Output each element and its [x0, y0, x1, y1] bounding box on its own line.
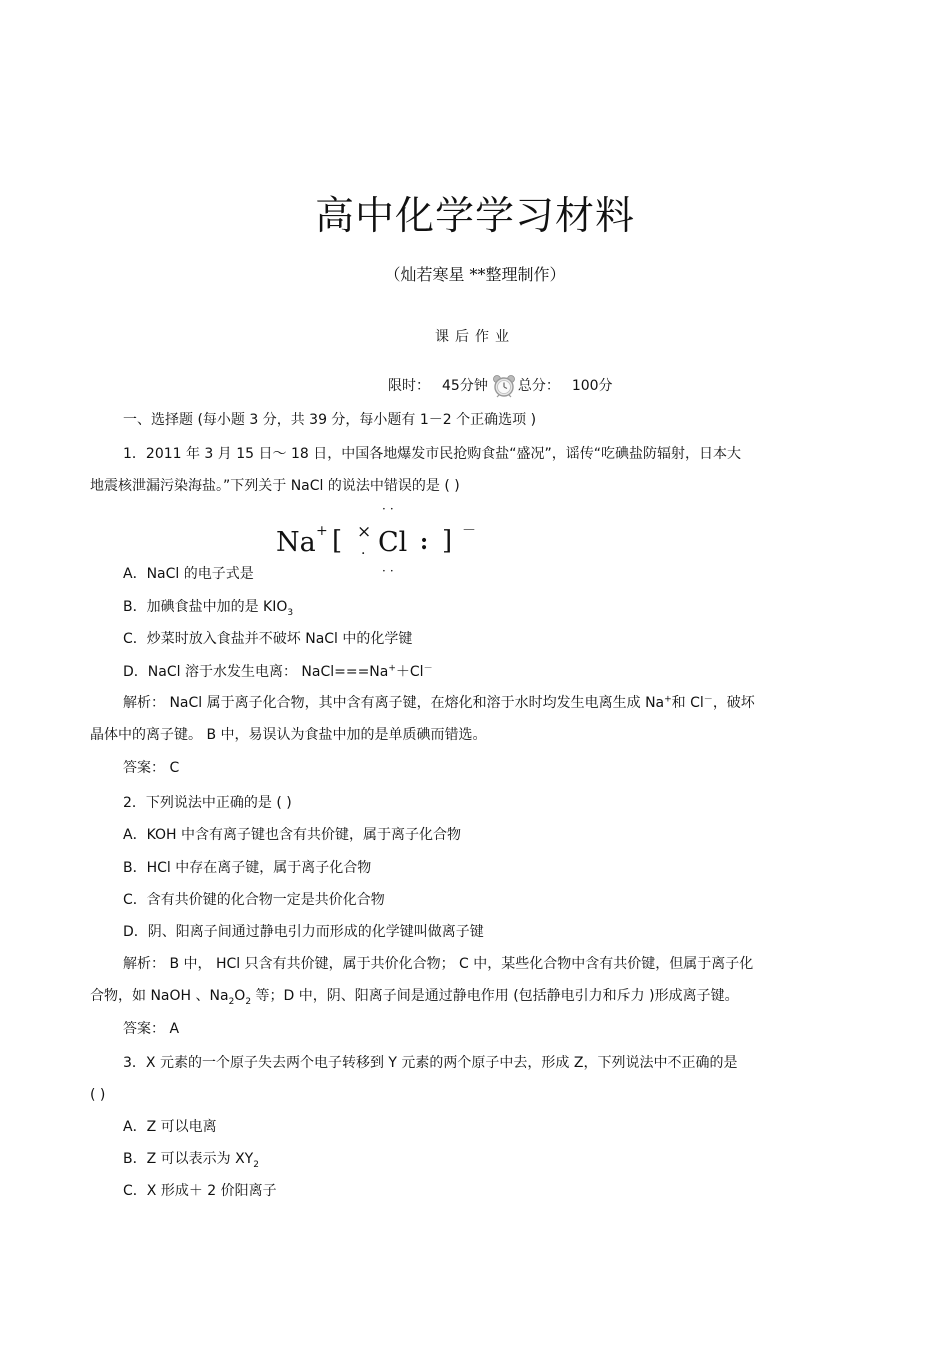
q1-option-d-sup2: －	[423, 663, 433, 674]
nacl-electron-formula	[276, 503, 476, 581]
q2-analysis-sub1: 2	[228, 996, 235, 1007]
alarm-clock-icon	[492, 374, 516, 398]
formula-na: Na	[276, 527, 316, 558]
q3-stem-line1: 3．X 元素的一个原子失去两个电子转移到 Y 元素的两个原子中去，形成 Z，下列说法中不正确的是	[123, 1055, 738, 1071]
q2-option-c: C．含有共价键的化合物一定是共价化合物	[123, 892, 385, 908]
q1-option-d	[123, 661, 433, 683]
formula-minus-charge: －	[462, 523, 476, 539]
formula-bottom-electrons: ··	[382, 564, 398, 578]
q1-option-d-mid: ＋Cl	[395, 664, 424, 680]
q2-analysis-mid: O	[234, 988, 246, 1004]
formula-plus-charge: +	[316, 523, 328, 539]
q3-option-b-subscript: 2	[253, 1159, 259, 1170]
q2-analysis-line1: 解析： B 中， HCl 只含有共价键，属于共价化合物； C 中，某些化合物中含有共价键，但属于离子化	[123, 956, 754, 972]
q1-option-b-subscript: 3	[287, 607, 294, 618]
q1-option-b	[123, 596, 293, 618]
time-score-line	[388, 374, 613, 398]
q1-stem-line2: 地震核泄漏污染海盐。”下列关于 NaCl 的说法中错误的是 ( )	[90, 478, 460, 494]
q1-analysis-line2: 晶体中的离子键。 B 中，易误认为食盐中加的是单质碘而错选。	[90, 727, 487, 743]
document-title: 高中化学学习材料	[314, 194, 635, 239]
q2-analysis-post: 等；D 中，阴、阳离子间是通过静电作用 (包括静电引力和斥力 )形成离子键。	[251, 988, 739, 1004]
part-heading: 一、选择题 (每小题 3 分，共 39 分，每小题有 1－2 个正确选项 )	[123, 412, 537, 428]
q2-analysis-line2	[90, 985, 739, 1007]
q2-analysis-sub2: 2	[245, 996, 252, 1007]
q2-answer: 答案： A	[123, 1021, 180, 1037]
q1-option-a: A．NaCl 的电子式是	[123, 566, 254, 582]
q1-option-d-sup1: +	[388, 663, 396, 674]
q3-option-c: C．X 形成＋ 2 价阳离子	[123, 1183, 277, 1199]
q3-option-a: A．Z 可以电离	[123, 1119, 217, 1135]
q2-analysis-text: 合物，如 NaOH 、Na	[90, 988, 229, 1004]
q2-stem: 2．下列说法中正确的是 ( )	[123, 795, 292, 811]
q1-analysis-line1	[123, 692, 755, 714]
score-value: 100分	[571, 378, 613, 394]
formula-cross-electron: ×	[357, 522, 372, 542]
q1-option-c: C．炒菜时放入食盐并不破坏 NaCl 中的化学键	[123, 631, 413, 647]
score-label: 总分：	[517, 378, 560, 394]
q1-analysis-sup2: －	[703, 694, 713, 705]
q2-option-b: B．HCl 中存在离子键，属于离子化合物	[123, 860, 372, 876]
formula-top-electrons: ··	[382, 502, 398, 516]
section-heading: 课后作业	[435, 329, 515, 345]
q1-option-d-text: D．NaCl 溶于水发生电离： NaCl===Na	[123, 664, 389, 680]
formula-right-bracket: ]	[442, 526, 453, 556]
formula-right-electrons: :	[420, 529, 429, 555]
q2-option-d: D．阴、阳离子间通过静电引力而形成的化学键叫做离子键	[123, 924, 484, 940]
q2-option-a: A．KOH 中含有离子键也含有共价键，属于离子化合物	[123, 827, 461, 843]
q1-option-b-text: B．加碘食盐中加的是 KIO	[123, 599, 288, 615]
q1-stem-line1: 1．2011 年 3 月 15 日～ 18 日，中国各地爆发市民抢购食盐“盛况”，谣传“吃碘盐防辐射，日本大	[123, 446, 741, 462]
document-subtitle: （灿若寒星 **整理制作）	[384, 265, 566, 284]
q1-analysis-sup1: +	[664, 694, 672, 705]
q1-answer: 答案： C	[123, 760, 180, 776]
q1-analysis-post: ，破坏	[712, 695, 755, 711]
q3-option-b-text: B．Z 可以表示为 XY	[123, 1151, 254, 1167]
formula-cl: Cl	[378, 527, 408, 558]
q3-option-b	[123, 1148, 259, 1170]
q1-analysis-mid: 和 Cl	[671, 695, 704, 711]
q3-stem-line2: ( )	[90, 1087, 106, 1103]
time-label: 限时：	[388, 378, 430, 394]
formula-dot-electron: ·	[361, 546, 366, 562]
q1-analysis-text: 解析： NaCl 属于离子化合物，其中含有离子键，在熔化和溶于水时均发生电离生成 Na	[123, 695, 665, 711]
formula-left-bracket: [	[332, 526, 343, 556]
time-value: 45分钟	[442, 378, 488, 394]
